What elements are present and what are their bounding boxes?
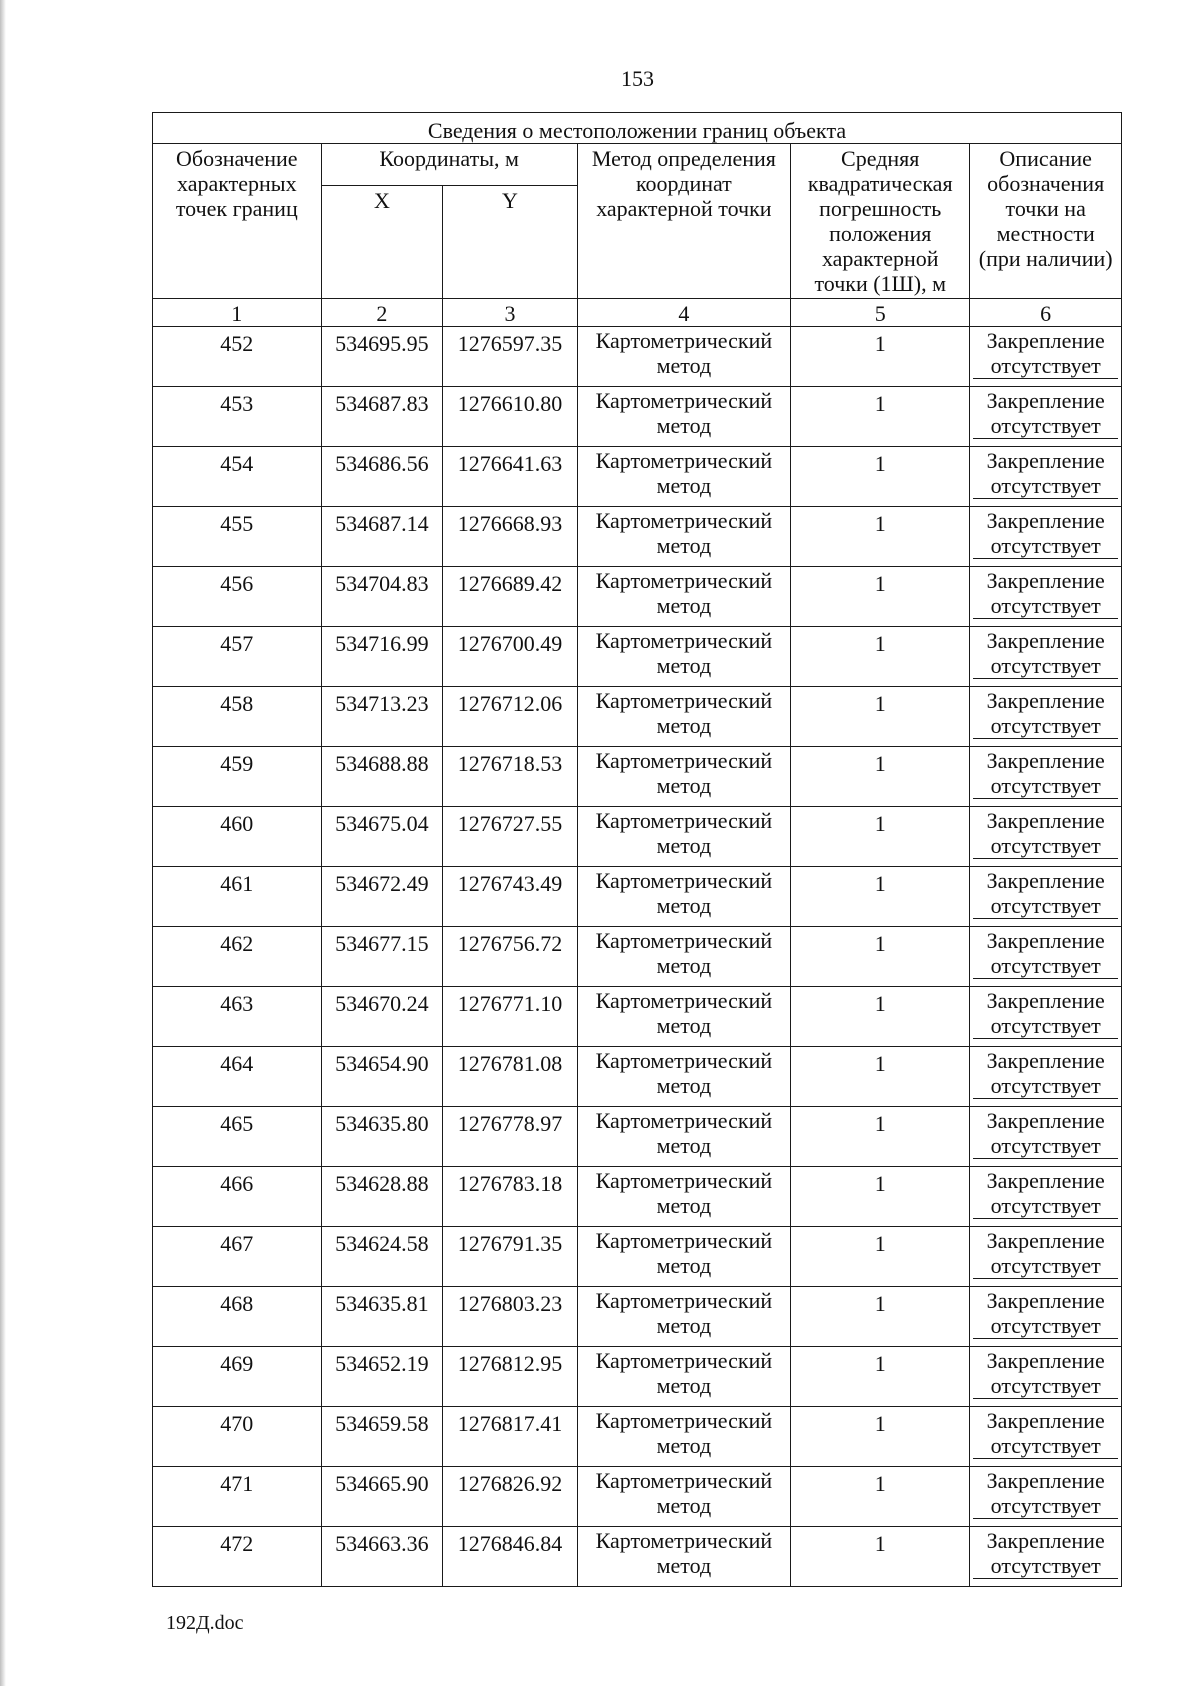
header-x: X <box>321 186 443 299</box>
cell-x: 534654.90 <box>321 1047 443 1107</box>
cell-method: Картометрический метод <box>577 1107 790 1167</box>
cell-y: 1276826.92 <box>443 1467 577 1527</box>
description-text: Закрепление отсутствует <box>973 1408 1118 1459</box>
cell-error: 1 <box>791 1347 970 1407</box>
cell-x: 534635.80 <box>321 1107 443 1167</box>
column-number: 2 <box>321 299 443 327</box>
cell-x: 534624.58 <box>321 1227 443 1287</box>
column-number-row <box>153 299 1122 327</box>
cell-description <box>970 1107 1122 1167</box>
header-coordinates: Координаты, м <box>321 144 577 186</box>
cell-description <box>970 987 1122 1047</box>
header-error: Средняя квадратическая погрешность положения характерной точки (1Ш), м <box>791 144 970 299</box>
column-number: 1 <box>153 299 322 327</box>
cell-point-id: 457 <box>153 627 322 687</box>
table-row <box>153 1167 1122 1227</box>
table-row <box>153 1047 1122 1107</box>
table-row <box>153 567 1122 627</box>
table-row <box>153 387 1122 447</box>
scan-edge-shadow <box>0 0 6 1686</box>
cell-method: Картометрический метод <box>577 1167 790 1227</box>
cell-description <box>970 1527 1122 1587</box>
cell-method: Картометрический метод <box>577 567 790 627</box>
cell-error: 1 <box>791 627 970 687</box>
cell-error: 1 <box>791 1227 970 1287</box>
cell-point-id: 468 <box>153 1287 322 1347</box>
cell-y: 1276812.95 <box>443 1347 577 1407</box>
cell-method: Картометрический метод <box>577 867 790 927</box>
cell-method: Картометрический метод <box>577 447 790 507</box>
cell-method: Картометрический метод <box>577 1227 790 1287</box>
cell-y: 1276791.35 <box>443 1227 577 1287</box>
cell-description <box>970 1287 1122 1347</box>
cell-point-id: 452 <box>153 327 322 387</box>
column-number: 4 <box>577 299 790 327</box>
cell-description <box>970 327 1122 387</box>
cell-y: 1276803.23 <box>443 1287 577 1347</box>
cell-y: 1276597.35 <box>443 327 577 387</box>
description-text: Закрепление отсутствует <box>973 1048 1118 1099</box>
cell-y: 1276778.97 <box>443 1107 577 1167</box>
cell-x: 534675.04 <box>321 807 443 867</box>
cell-error: 1 <box>791 867 970 927</box>
cell-point-id: 454 <box>153 447 322 507</box>
description-text: Закрепление отсутствует <box>973 508 1118 559</box>
footer-filename: 192Д.doc <box>166 1612 244 1634</box>
cell-y: 1276771.10 <box>443 987 577 1047</box>
table-header <box>153 113 1122 327</box>
cell-method: Картометрический метод <box>577 627 790 687</box>
cell-error: 1 <box>791 1407 970 1467</box>
cell-method: Картометрический метод <box>577 1527 790 1587</box>
table-row <box>153 747 1122 807</box>
cell-description <box>970 1167 1122 1227</box>
description-text: Закрепление отсутствует <box>973 388 1118 439</box>
cell-point-id: 456 <box>153 567 322 627</box>
cell-x: 534652.19 <box>321 1347 443 1407</box>
description-text: Закрепление отсутствует <box>973 808 1118 859</box>
table-row <box>153 867 1122 927</box>
cell-point-id: 460 <box>153 807 322 867</box>
table-row <box>153 687 1122 747</box>
cell-x: 534688.88 <box>321 747 443 807</box>
cell-method: Картометрический метод <box>577 807 790 867</box>
cell-description <box>970 447 1122 507</box>
description-text: Закрепление отсутствует <box>973 928 1118 979</box>
table-row <box>153 627 1122 687</box>
cell-error: 1 <box>791 387 970 447</box>
cell-method: Картометрический метод <box>577 927 790 987</box>
cell-point-id: 462 <box>153 927 322 987</box>
cell-description <box>970 1347 1122 1407</box>
header-point: Обозначение характерных точек границ <box>153 144 322 299</box>
cell-description <box>970 687 1122 747</box>
cell-x: 534716.99 <box>321 627 443 687</box>
column-number: 6 <box>970 299 1122 327</box>
cell-x: 534670.24 <box>321 987 443 1047</box>
cell-description <box>970 867 1122 927</box>
cell-description <box>970 567 1122 627</box>
cell-x: 534704.83 <box>321 567 443 627</box>
table-row <box>153 1107 1122 1167</box>
cell-error: 1 <box>791 747 970 807</box>
cell-error: 1 <box>791 1167 970 1227</box>
cell-y: 1276641.63 <box>443 447 577 507</box>
table-row <box>153 987 1122 1047</box>
cell-y: 1276727.55 <box>443 807 577 867</box>
cell-method: Картометрический метод <box>577 1287 790 1347</box>
table-row <box>153 1467 1122 1527</box>
table-title-text: Сведения о местоположении границ объекта <box>427 118 847 143</box>
table-row <box>153 1527 1122 1587</box>
description-text: Закрепление отсутствует <box>973 1108 1118 1159</box>
description-text: Закрепление отсутствует <box>973 988 1118 1039</box>
cell-error: 1 <box>791 1467 970 1527</box>
description-text: Закрепление отсутствует <box>973 1348 1118 1399</box>
cell-y: 1276700.49 <box>443 627 577 687</box>
cell-x: 534713.23 <box>321 687 443 747</box>
cell-description <box>970 927 1122 987</box>
description-text: Закрепление отсутствует <box>973 1528 1118 1579</box>
cell-y: 1276743.49 <box>443 867 577 927</box>
table-row <box>153 1347 1122 1407</box>
cell-x: 534628.88 <box>321 1167 443 1227</box>
cell-method: Картометрический метод <box>577 1347 790 1407</box>
cell-error: 1 <box>791 1047 970 1107</box>
cell-x: 534672.49 <box>321 867 443 927</box>
cell-error: 1 <box>791 327 970 387</box>
page-number: 153 <box>621 66 654 91</box>
cell-y: 1276712.06 <box>443 687 577 747</box>
table-row <box>153 1287 1122 1347</box>
cell-description <box>970 747 1122 807</box>
cell-point-id: 471 <box>153 1467 322 1527</box>
header-description: Описание обозначения точки на местности (при наличии) <box>970 144 1122 299</box>
cell-method: Картометрический метод <box>577 1047 790 1107</box>
table-row <box>153 927 1122 987</box>
column-number: 3 <box>443 299 577 327</box>
column-number: 5 <box>791 299 970 327</box>
cell-y: 1276610.80 <box>443 387 577 447</box>
cell-error: 1 <box>791 507 970 567</box>
table-row <box>153 1227 1122 1287</box>
boundary-points-table <box>152 112 1122 1587</box>
cell-y: 1276668.93 <box>443 507 577 567</box>
cell-y: 1276783.18 <box>443 1167 577 1227</box>
cell-method: Картометрический метод <box>577 387 790 447</box>
cell-point-id: 453 <box>153 387 322 447</box>
table-row <box>153 507 1122 567</box>
cell-y: 1276846.84 <box>443 1527 577 1587</box>
cell-description <box>970 387 1122 447</box>
cell-error: 1 <box>791 1287 970 1347</box>
table-row <box>153 447 1122 507</box>
cell-description <box>970 627 1122 687</box>
cell-y: 1276781.08 <box>443 1047 577 1107</box>
cell-method: Картометрический метод <box>577 1407 790 1467</box>
cell-point-id: 464 <box>153 1047 322 1107</box>
cell-error: 1 <box>791 687 970 747</box>
description-text: Закрепление отсутствует <box>973 868 1118 919</box>
cell-error: 1 <box>791 807 970 867</box>
cell-point-id: 472 <box>153 1527 322 1587</box>
cell-description <box>970 807 1122 867</box>
header-y: Y <box>443 186 577 299</box>
description-text: Закрепление отсутствует <box>973 568 1118 619</box>
cell-point-id: 470 <box>153 1407 322 1467</box>
cell-x: 534687.14 <box>321 507 443 567</box>
cell-point-id: 461 <box>153 867 322 927</box>
cell-method: Картометрический метод <box>577 687 790 747</box>
cell-error: 1 <box>791 1527 970 1587</box>
cell-error: 1 <box>791 567 970 627</box>
description-text: Закрепление отсутствует <box>973 748 1118 799</box>
cell-x: 534663.36 <box>321 1527 443 1587</box>
cell-method: Картометрический метод <box>577 507 790 567</box>
cell-y: 1276817.41 <box>443 1407 577 1467</box>
cell-y: 1276756.72 <box>443 927 577 987</box>
cell-x: 534677.15 <box>321 927 443 987</box>
cell-point-id: 469 <box>153 1347 322 1407</box>
cell-point-id: 459 <box>153 747 322 807</box>
cell-point-id: 455 <box>153 507 322 567</box>
table-row <box>153 807 1122 867</box>
cell-y: 1276689.42 <box>443 567 577 627</box>
cell-x: 534635.81 <box>321 1287 443 1347</box>
cell-error: 1 <box>791 987 970 1047</box>
cell-error: 1 <box>791 927 970 987</box>
cell-description <box>970 1047 1122 1107</box>
cell-point-id: 467 <box>153 1227 322 1287</box>
description-text: Закрепление отсутствует <box>973 448 1118 499</box>
cell-method: Картометрический метод <box>577 747 790 807</box>
table-title <box>153 113 1122 144</box>
description-text: Закрепление отсутствует <box>973 688 1118 739</box>
cell-point-id: 465 <box>153 1107 322 1167</box>
cell-y: 1276718.53 <box>443 747 577 807</box>
description-text: Закрепление отсутствует <box>973 1228 1118 1279</box>
cell-method: Картометрический метод <box>577 1467 790 1527</box>
table-body <box>153 327 1122 1587</box>
header-method: Метод определения координат характерной точки <box>577 144 790 299</box>
cell-x: 534687.83 <box>321 387 443 447</box>
description-text: Закрепление отсутствует <box>973 628 1118 679</box>
cell-method: Картометрический метод <box>577 987 790 1047</box>
cell-point-id: 463 <box>153 987 322 1047</box>
table-row <box>153 1407 1122 1467</box>
table-row <box>153 327 1122 387</box>
cell-error: 1 <box>791 447 970 507</box>
cell-description <box>970 1407 1122 1467</box>
cell-x: 534686.56 <box>321 447 443 507</box>
cell-description <box>970 1227 1122 1287</box>
cell-x: 534665.90 <box>321 1467 443 1527</box>
description-text: Закрепление отсутствует <box>973 1288 1118 1339</box>
cell-point-id: 466 <box>153 1167 322 1227</box>
cell-x: 534695.95 <box>321 327 443 387</box>
cell-description <box>970 1467 1122 1527</box>
cell-method: Картометрический метод <box>577 327 790 387</box>
cell-description <box>970 507 1122 567</box>
description-text: Закрепление отсутствует <box>973 1468 1118 1519</box>
cell-error: 1 <box>791 1107 970 1167</box>
description-text: Закрепление отсутствует <box>973 328 1118 379</box>
description-text: Закрепление отсутствует <box>973 1168 1118 1219</box>
cell-point-id: 458 <box>153 687 322 747</box>
cell-x: 534659.58 <box>321 1407 443 1467</box>
